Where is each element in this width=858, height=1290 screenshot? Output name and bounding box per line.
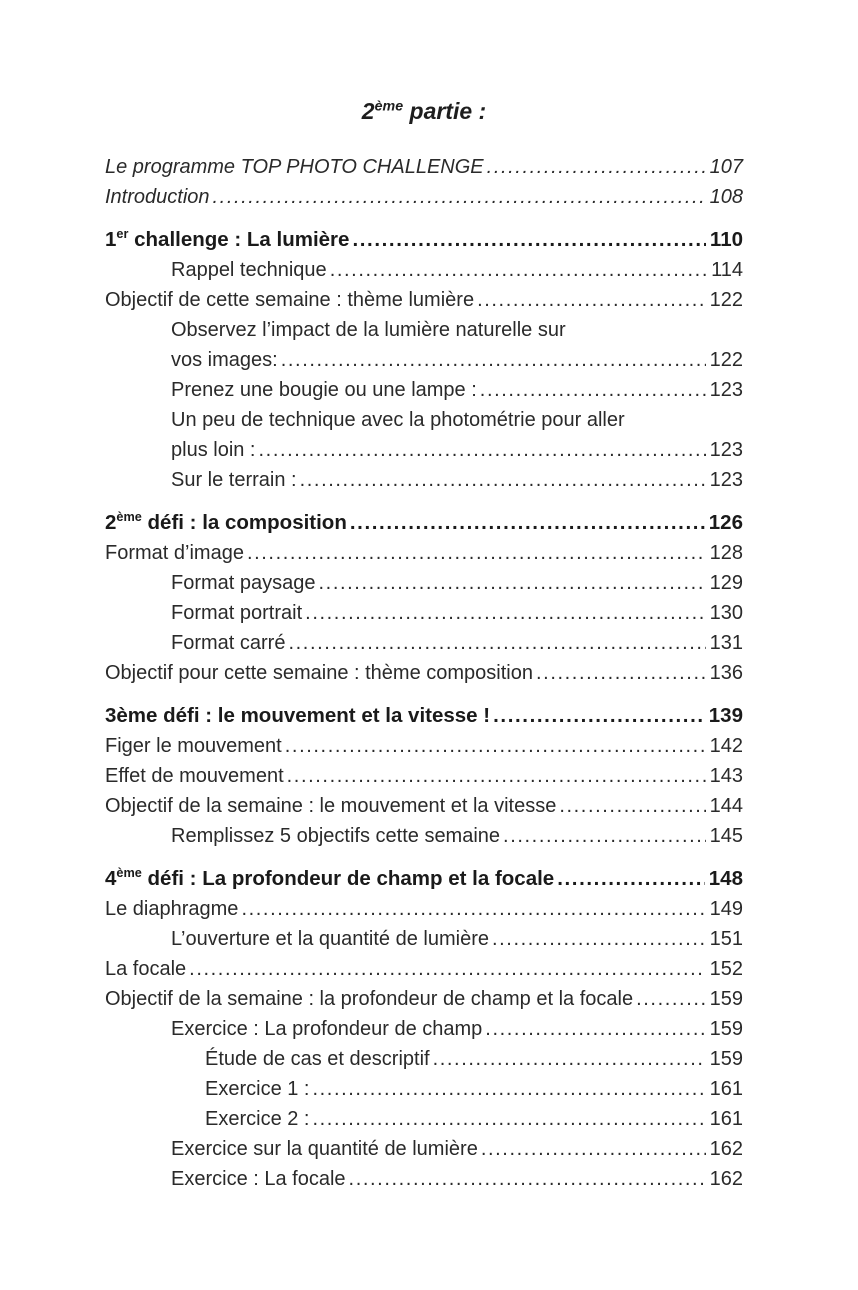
dot-leader xyxy=(259,435,706,465)
dot-leader xyxy=(559,791,705,821)
page-number: 149 xyxy=(709,898,743,920)
toc-row xyxy=(105,568,743,598)
toc-entry-label: Remplissez 5 objectifs cette semaine xyxy=(171,825,501,847)
toc-row xyxy=(105,701,743,731)
ordinal-suffix: ème xyxy=(116,509,142,525)
page-number: 161 xyxy=(709,1108,743,1130)
toc-entry-label: Étude de cas et descriptif xyxy=(205,1048,430,1070)
page-number: 162 xyxy=(709,1138,743,1160)
toc-entry-label: Exercice : La profondeur de champ xyxy=(171,1018,483,1040)
dot-leader xyxy=(305,598,705,628)
toc-entry-label: Format carré xyxy=(171,632,286,654)
toc-row xyxy=(105,954,743,984)
title-ordinal-suffix: ème xyxy=(374,98,404,115)
toc-row xyxy=(105,791,743,821)
toc-row xyxy=(105,1044,743,1074)
page-number: 126 xyxy=(708,511,743,534)
toc-entry-label: Effet de mouvement xyxy=(105,765,284,787)
toc-entry-label: Rappel technique xyxy=(171,259,327,281)
toc-entry-label: Exercice 1 : xyxy=(205,1078,310,1100)
page-number: 123 xyxy=(709,469,743,491)
page-number: 159 xyxy=(709,1018,743,1040)
page-number: 107 xyxy=(709,156,743,178)
page-number: 148 xyxy=(708,867,743,890)
toc-row xyxy=(105,405,743,435)
page-number: 136 xyxy=(709,662,743,684)
dot-leader xyxy=(213,182,706,212)
dot-leader xyxy=(349,1164,706,1194)
toc-entry-label: 3ème défi : le mouvement et la vitesse ! xyxy=(105,704,491,727)
title-prefix: 2 xyxy=(361,98,375,124)
toc-entry-label: Exercice sur la quantité de lumière xyxy=(171,1138,478,1160)
dot-leader xyxy=(536,658,706,688)
page-number: 145 xyxy=(709,825,743,847)
toc-row xyxy=(105,182,743,212)
toc-row xyxy=(105,864,743,894)
page-number: 128 xyxy=(709,542,743,564)
toc-entry-label: Figer le mouvement xyxy=(105,735,282,757)
dot-leader xyxy=(241,894,705,924)
page-number: 123 xyxy=(709,439,743,461)
toc-list xyxy=(105,152,743,1194)
toc-row xyxy=(105,225,743,255)
dot-leader xyxy=(287,761,706,791)
page-number: 161 xyxy=(709,1078,743,1100)
ordinal-suffix: ème xyxy=(116,865,142,881)
dot-leader xyxy=(189,954,705,984)
page-number: 131 xyxy=(709,632,743,654)
page-number: 123 xyxy=(709,379,743,401)
dot-leader xyxy=(288,628,705,658)
dot-leader xyxy=(492,924,706,954)
toc-row xyxy=(105,924,743,954)
dot-leader xyxy=(352,225,705,255)
toc-row xyxy=(105,1014,743,1044)
toc-row xyxy=(105,508,743,538)
dot-leader xyxy=(557,864,705,894)
dot-leader xyxy=(312,1074,705,1104)
toc-row xyxy=(105,255,743,285)
toc-row xyxy=(105,152,743,182)
dot-leader xyxy=(312,1104,705,1134)
dot-leader xyxy=(480,375,706,405)
dot-leader xyxy=(493,701,705,731)
page-number: 108 xyxy=(709,186,743,208)
toc-entry-label: 1er challenge : La lumière xyxy=(105,226,350,251)
page-number: 122 xyxy=(709,289,743,311)
toc-entry-label: Format d’image xyxy=(105,542,244,564)
toc-row xyxy=(105,628,743,658)
toc-entry-label: 4ème défi : La profondeur de champ et la focale xyxy=(105,865,555,890)
toc-row xyxy=(105,821,743,851)
toc-row xyxy=(105,1134,743,1164)
toc-entry-label: plus loin : xyxy=(171,439,256,461)
dot-leader xyxy=(485,1014,705,1044)
toc-entry-label: Objectif de la semaine : la profondeur de champ et la focale xyxy=(105,988,634,1010)
dot-leader xyxy=(330,255,707,285)
toc-row xyxy=(105,465,743,495)
page-number: 130 xyxy=(709,602,743,624)
toc-row xyxy=(105,1164,743,1194)
toc-entry-label: Objectif de la semaine : le mouvement et la vitesse xyxy=(105,795,557,817)
toc-entry-label: Prenez une bougie ou une lampe : xyxy=(171,379,477,401)
toc-entry-label: Un peu de technique avec la photométrie pour aller xyxy=(171,409,625,431)
toc-row xyxy=(105,435,743,465)
page-number: 144 xyxy=(709,795,743,817)
toc-entry-label: Format paysage xyxy=(171,572,316,594)
ordinal-suffix: er xyxy=(116,226,129,242)
page-number: 114 xyxy=(711,259,743,281)
toc-row xyxy=(105,315,743,345)
page-number: 122 xyxy=(709,349,743,371)
toc-entry-label: 2ème défi : la composition xyxy=(105,509,347,534)
toc-entry-label: Format portrait xyxy=(171,602,303,624)
toc-entry-label: Exercice 2 : xyxy=(205,1108,310,1130)
dot-leader xyxy=(285,731,706,761)
dot-leader xyxy=(300,465,706,495)
dot-leader xyxy=(319,568,706,598)
toc-row xyxy=(105,538,743,568)
page-number: 139 xyxy=(708,704,743,727)
toc-entry-label: Observez l’impact de la lumière naturelle sur xyxy=(171,319,566,341)
toc-entry-label: Sur le terrain : xyxy=(171,469,297,491)
toc-entry-label: vos images: xyxy=(171,349,278,371)
page-number: 152 xyxy=(709,958,743,980)
toc-row xyxy=(105,1074,743,1104)
page-number: 129 xyxy=(709,572,743,594)
toc-row xyxy=(105,598,743,628)
toc-entry-label: Le programme TOP PHOTO CHALLENGE xyxy=(105,156,484,178)
toc-entry-label: Introduction xyxy=(105,186,210,208)
toc-row xyxy=(105,285,743,315)
dot-leader xyxy=(487,152,706,182)
dot-leader xyxy=(477,285,706,315)
dot-leader xyxy=(350,508,705,538)
page-number: 151 xyxy=(709,928,743,950)
dot-leader xyxy=(481,1134,706,1164)
toc-entry-label: Exercice : La focale xyxy=(171,1168,346,1190)
toc-row xyxy=(105,1104,743,1134)
page-title xyxy=(105,96,743,126)
dot-leader xyxy=(636,984,706,1014)
dot-leader xyxy=(281,345,706,375)
toc-row xyxy=(105,761,743,791)
toc-row xyxy=(105,894,743,924)
toc-entry-label: Objectif de cette semaine : thème lumière xyxy=(105,289,475,311)
toc-entry-label: L’ouverture et la quantité de lumière xyxy=(171,928,489,950)
page-number: 159 xyxy=(709,1048,743,1070)
toc-row xyxy=(105,731,743,761)
toc-row xyxy=(105,375,743,405)
toc-entry-label: Objectif pour cette semaine : thème composition xyxy=(105,662,533,684)
dot-leader xyxy=(433,1044,706,1074)
toc-row xyxy=(105,658,743,688)
page-number: 110 xyxy=(709,228,743,251)
toc-entry-label: La focale xyxy=(105,958,187,980)
dot-leader xyxy=(247,538,706,568)
title-rest: partie : xyxy=(403,98,487,124)
page-number: 162 xyxy=(709,1168,743,1190)
page-number: 159 xyxy=(709,988,743,1010)
toc-row xyxy=(105,984,743,1014)
dot-leader xyxy=(503,821,706,851)
page-number: 143 xyxy=(709,765,743,787)
toc-row xyxy=(105,345,743,375)
page-number: 142 xyxy=(709,735,743,757)
toc-entry-label: Le diaphragme xyxy=(105,898,239,920)
